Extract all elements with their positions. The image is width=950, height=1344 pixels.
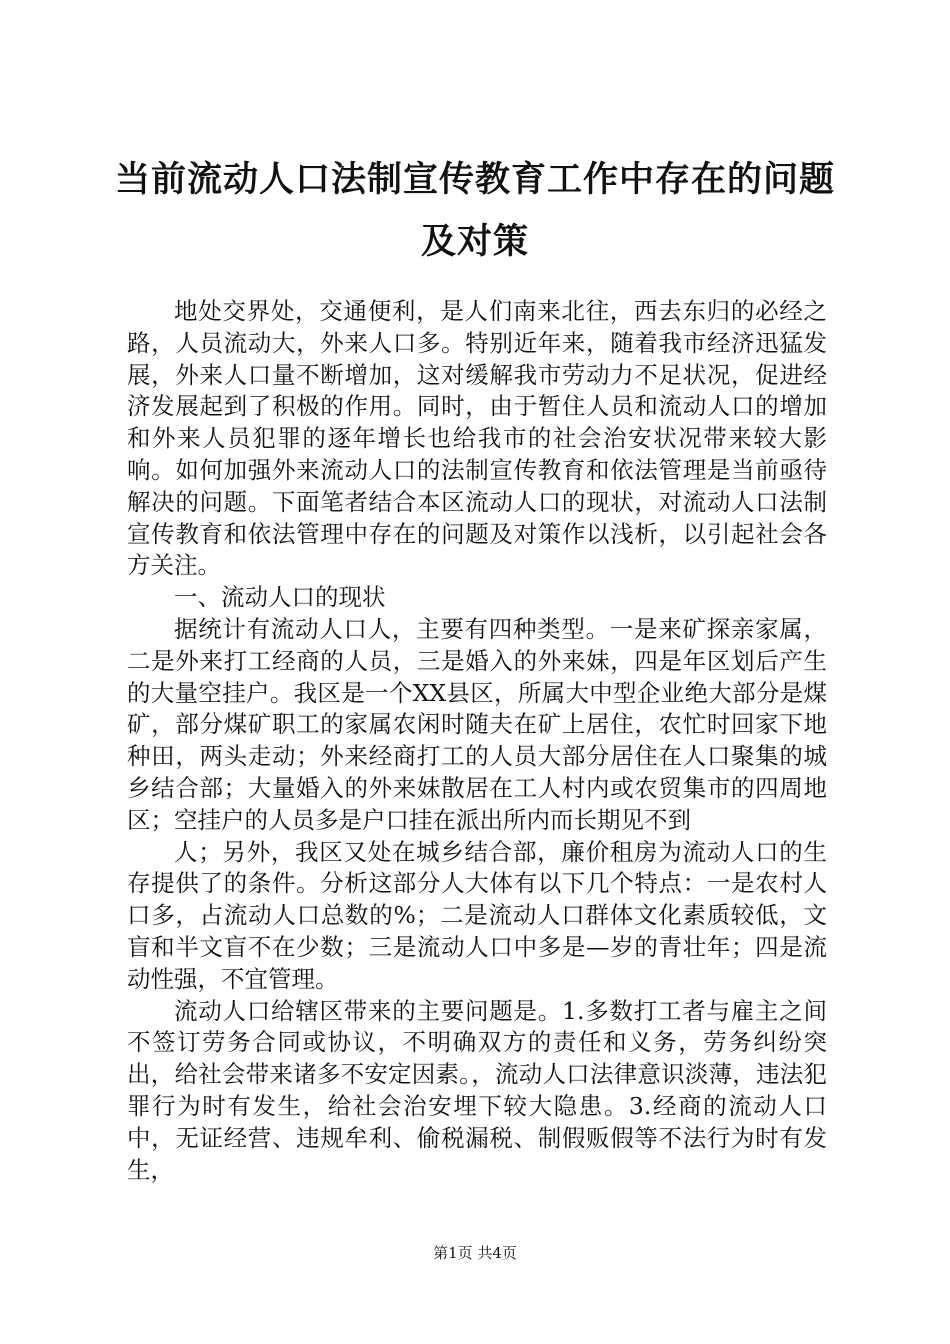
document-title-line-1: 当前流动人口法制宣传教育工作中存在的问题 [114, 159, 835, 200]
document-body [127, 296, 827, 1186]
paragraph-problems: 流动人口给辖区带来的主要问题是。1.多数打工者与雇主之间不签订劳务合同或协议，不明确双方的责任和义务，劳务纠纷突出，给社会带来诸多不安定因素。，流动人口法律意识淡薄，违法犯罪行为时有发生，给社会治安埋下较大隐患。3.经商的流动人口中，无证经营、违规牟利、偷税漏税、制假贩假等不法行为时有发生， [127, 996, 827, 1184]
page-footer: 第1页 共4页 [433, 1244, 517, 1262]
paragraph-intro: 地处交界处，交通便利，是人们南来北往，西去东归的必经之路，人员流动大，外来人口多。特别近年来，随着我市经济迅猛发展，外来人口量不断增加，这对缓解我市劳动力不足状况，促进经济发展起到了积极的作用。同时，由于暂住人员和流动人口的增加和外来人员犯罪的逐年增长也给我市的社会治安状况带来较大影响。如何加强外来流动人口的法制宣传教育和依法管理是当前亟待解决的问题。下面笔者结合本区流动人口的现状，对流动人口法制宣传教育和依法管理中存在的问题及对策作以浅析，以引起社会各方关注。 [127, 297, 827, 580]
paragraph-types: 据统计有流动人口人，主要有四种类型。一是来矿探亲家属，二是外来打工经商的人员，三是婚入的外来妹，四是年区划后产生的大量空挂户。我区是一个XX县区，所属大中型企业绝大部分是煤矿，部分煤矿职工的家属农闲时随夫在矿上居住，农忙时回家下地种田，两头走动；外来经商打工的人员大部分居住在人口聚集的城乡结合部；大量婚入的外来妹散居在工人村内或农贸集市的四周地区；空挂户的人员多是户口挂在派出所内而长期见不到 [127, 614, 827, 834]
paragraph-characteristics: 人；另外，我区又处在城乡结合部，廉价租房为流动人口的生存提供了的条件。分析这部分人大体有以下几个特点：一是农村人口多，占流动人口总数的%；二是流动人口群体文化素质较低，文盲和半文盲不在少数；三是流动人口中多是—岁的青壮年；四是流动性强，不宜管理。 [127, 837, 827, 993]
section-heading: 一、流动人口的现状 [174, 583, 386, 612]
document-title-line-2: 及对策 [420, 221, 529, 262]
